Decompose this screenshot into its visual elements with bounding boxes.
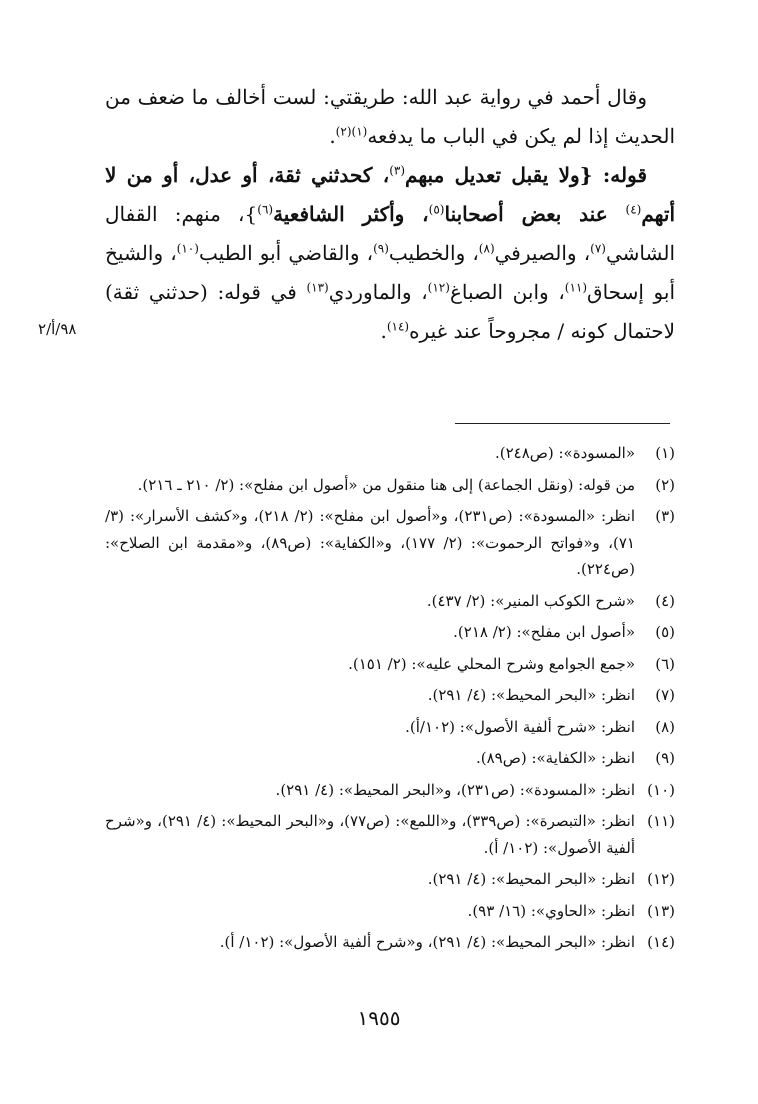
- footnote-number: (١): [655, 444, 675, 462]
- footnote-text: انظر: «البحر المحيط»: (٤/ ٢٩١)، و«شرح ألفية الأصول»: (١٠٢/ أ).: [219, 933, 635, 951]
- footnote-item: [105, 745, 675, 772]
- footnote-number: (١٤): [647, 933, 675, 951]
- footnote-number: (١٢): [647, 870, 675, 888]
- footnote-text: انظر: «الكفاية»: (ص٨٩).: [475, 749, 635, 767]
- footnote-ref[interactable]: (١٢): [427, 280, 450, 295]
- footnote-number: (٢): [655, 475, 675, 494]
- footnote-item: [105, 714, 675, 741]
- footnote-item: [105, 472, 675, 499]
- footnote-item: [105, 588, 675, 615]
- footnote-ref[interactable]: (٣): [389, 163, 406, 178]
- footnote-number: (٧): [655, 686, 675, 704]
- footnote-number: (٨): [655, 717, 675, 736]
- manuscript-folio-marker: ٩٨/أ/٢: [38, 320, 77, 338]
- footnote-ref[interactable]: (١)(٢): [335, 124, 368, 139]
- footnote-ref[interactable]: (١٠): [176, 241, 199, 256]
- footnote-text: انظر: «البحر المحيط»: (٤/ ٢٩١).: [427, 870, 635, 888]
- footnote-ref[interactable]: (١٤): [386, 319, 410, 334]
- footnote-number: (١١): [647, 812, 675, 830]
- footnote-ref[interactable]: (٨): [478, 241, 495, 256]
- footnote-text: انظر: «الحاوي»: (١٦/ ٩٣).: [467, 901, 635, 920]
- footnote-text: «المسودة»: (ص٢٤٨).: [494, 444, 635, 462]
- footnote-number: (٩): [655, 749, 675, 767]
- footnotes: [105, 440, 675, 961]
- footnote-item: [105, 898, 675, 925]
- footnote-ref[interactable]: (٤): [625, 202, 642, 217]
- footnote-ref[interactable]: (٥): [428, 202, 445, 217]
- footnote-ref[interactable]: (٦): [257, 202, 274, 217]
- footnote-item: [105, 503, 675, 583]
- footnote-item: [105, 651, 675, 678]
- footnote-number: (٦): [655, 654, 675, 673]
- footnote-number: (٣): [655, 507, 675, 525]
- main-text: [105, 78, 675, 351]
- footnote-item: [105, 929, 675, 956]
- footnote-text: انظر: «شرح ألفية الأصول»: (١٠٢/أ).: [405, 717, 635, 736]
- footnote-ref[interactable]: (١٣): [306, 280, 329, 295]
- page-number: ١٩٥٥: [357, 1006, 401, 1030]
- footnote-number: (١٣): [647, 901, 675, 920]
- footnote-item: [105, 808, 675, 861]
- paragraph-ahmad-narration: وقال أحمد في رواية عبد الله: طريقتي: لست أخالف ما ضعف من الحديث إذا لم يكن في الباب ما يدفعه$^{(١)(٢)}$.: [105, 85, 675, 148]
- footnote-ref[interactable]: (٩): [373, 241, 389, 256]
- footnote-text: انظر: «البحر المحيط»: (٤/ ٢٩١).: [427, 686, 635, 704]
- footnote-text: انظر: «المسودة»: (ص٢٣١)، و«البحر المحيط»: (٤/ ٢٩١).: [275, 780, 635, 799]
- footnote-number: (٥): [655, 623, 675, 641]
- footnote-number: (١٠): [647, 780, 675, 799]
- footnote-item: [105, 777, 675, 804]
- footnote-item: [105, 866, 675, 893]
- footnote-text: انظر: «المسودة»: (ص٢٣١)، و«أصول ابن مفلح»: (٢/ ٢١٨)، و«كشف الأسرار»: (٣/ ٧١)، و«فواتح الرحموت»: (٢/ ١٧٧)، و«الكفاية»: (ص٨٩)، و«مقدمة ابن الصلاح»: (ص٢٢٤).: [105, 507, 635, 578]
- footnote-text: «جمع الجوامع وشرح المحلي عليه»: (٢/ ١٥١).: [348, 654, 635, 673]
- footnote-item: [105, 682, 675, 709]
- paragraph-vague-tadil: قوله: {ولا يقبل تعديل مبهم$^{(٣)}$، كحدثني ثقة، أو عدل، أو من لا أتهم$^{(٤)}$ عند بعض أصحابنا$^{(٥)}$، وأكثر الشافعية$^{(٦)}$}، منهم: القفال الشاشي$^{(٧)}$، والصيرفي$^{(٨)}$، والخطيب$^{(٩)}$، والقاضي أبو الطيب$^{(١٠)}$، والشيخ أبو إسحاق$^{(١١)}$، وابن الصباغ$^{(١٢)}$، والماوردي$^{(١٣)}$ في قوله: (حدثني ثقة) لاحتمال كونه / مجروحاً عند غيره$^{(١٤)}$.: [105, 163, 675, 343]
- footnote-item: [105, 440, 675, 467]
- footnote-text: «أصول ابن مفلح»: (٢/ ٢١٨).: [453, 623, 635, 641]
- footnote-number: (٤): [655, 591, 675, 610]
- footnote-item: [105, 619, 675, 646]
- footnote-text: انظر: «التبصرة»: (ص٣٣٩)، و«اللمع»: (ص٧٧)، و«البحر المحيط»: (٤/ ٢٩١)، و«شرح ألفية الأصول»: (١٠٢/ أ).: [105, 812, 635, 857]
- footnote-ref[interactable]: (١١): [564, 280, 588, 295]
- footnote-separator: [455, 423, 670, 424]
- footnote-text: من قوله: (ونقل الجماعة) إلى هنا منقول من «أصول ابن مفلح»: (٢/ ٢١٠ ـ ٢١٦).: [137, 475, 635, 494]
- footnote-ref[interactable]: (٧): [590, 241, 606, 256]
- footnote-text: «شرح الكوكب المنير»: (٢/ ٤٣٧).: [426, 591, 635, 610]
